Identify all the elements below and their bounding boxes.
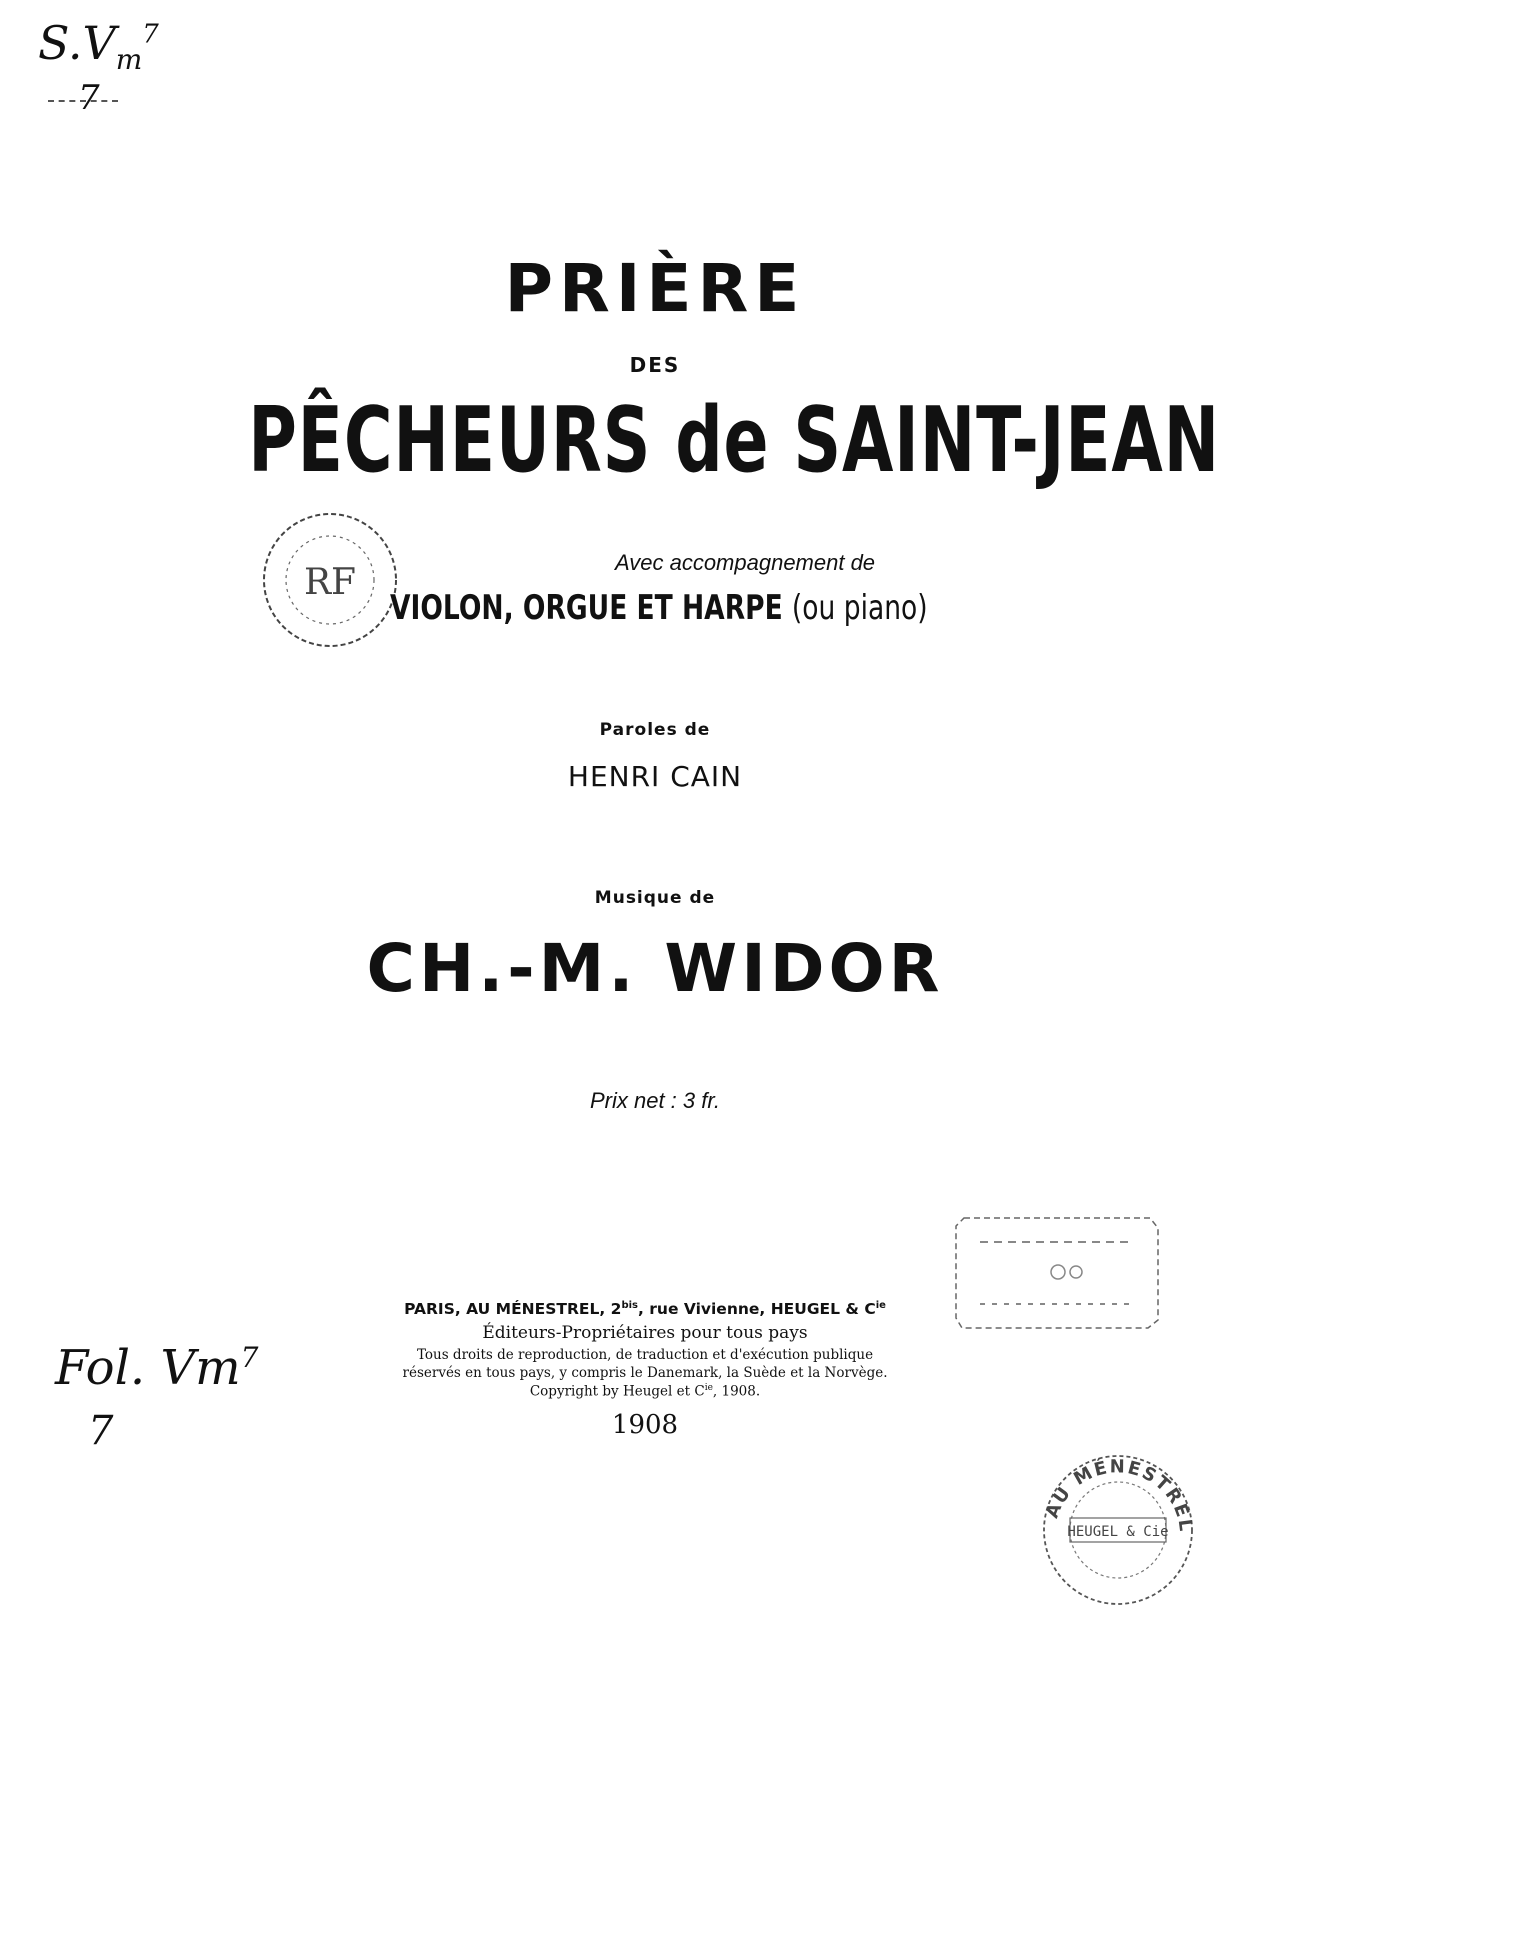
instrumentation-main: VIOLON, ORGUE ET HARPE: [390, 588, 783, 628]
publisher-role: Éditeurs-Propriétaires pour tous pays: [482, 1323, 808, 1343]
copyright-main: Copyright by Heugel et C: [529, 1383, 705, 1400]
title-line-1: PRIÈRE: [504, 250, 806, 327]
shelfmark-top: [38, 16, 159, 77]
shelfmark-side-number: 7: [88, 1408, 114, 1454]
publisher-address-main: PARIS, AU MÉNESTREL, 2: [404, 1300, 622, 1319]
rights-line-2: réservés en tous pays, y compris le Danemark, la Suède et la Norvège.: [402, 1365, 888, 1381]
lyricist-name: HENRI CAIN: [567, 760, 743, 793]
publisher-stamp: [1030, 1440, 1200, 1610]
accompaniment-intro: Avec accompagnement de: [614, 550, 876, 575]
library-stamp-initials: RF: [303, 562, 357, 603]
shelfmark-top-letter: V: [82, 16, 116, 70]
shelfmark-side-sup: 7: [240, 1341, 259, 1374]
copyright-rest: , 1908.: [712, 1383, 761, 1400]
shelfmark-side: [55, 1340, 258, 1396]
composer-label: Musique de: [594, 888, 716, 908]
rights-line-1: Tous droits de reproduction, de traduction et d'exécution publique: [416, 1347, 874, 1363]
lyricist-label: Paroles de: [599, 720, 711, 740]
publisher-stamp-ring: AU MÉNESTREL: [1041, 1456, 1197, 1535]
publisher-stamp-initials: HEUGEL & Cie: [1067, 1524, 1169, 1540]
shelfmark-side-letters: Vm: [160, 1340, 241, 1396]
registration-stamp: [950, 1210, 1165, 1335]
svg-text:AU MÉNESTREL: [1042, 1456, 1197, 1534]
shelfmark-top-number: 7: [78, 78, 100, 118]
instrumentation: [390, 588, 928, 628]
copyright-line: [330, 1383, 960, 1400]
copyright-sup: ie: [704, 1383, 713, 1393]
publication-year: 1908: [611, 1410, 679, 1440]
publisher-address: [330, 1300, 960, 1318]
publisher-address-rest: , rue Vivienne, HEUGEL & C: [637, 1300, 876, 1319]
price: Prix net : 3 fr.: [589, 1088, 720, 1113]
publisher-address-sup: bis: [621, 1300, 638, 1311]
publisher-address-sup2: ie: [875, 1300, 886, 1311]
title-line-2: DES: [629, 353, 681, 377]
shelfmark-top-sup: 7: [142, 19, 159, 50]
composer-name: CH.-M. WIDOR: [366, 930, 944, 1007]
shelfmark-top-sub: m: [115, 43, 143, 77]
shelfmark-side-prefix: Fol.: [55, 1340, 146, 1396]
title-line-3: PÊCHEURS de SAINT-JEAN: [248, 388, 1221, 493]
instrumentation-alt: (ou piano): [791, 588, 928, 628]
library-stamp: [255, 505, 405, 655]
shelfmark-top-prefix: S.: [38, 16, 83, 70]
